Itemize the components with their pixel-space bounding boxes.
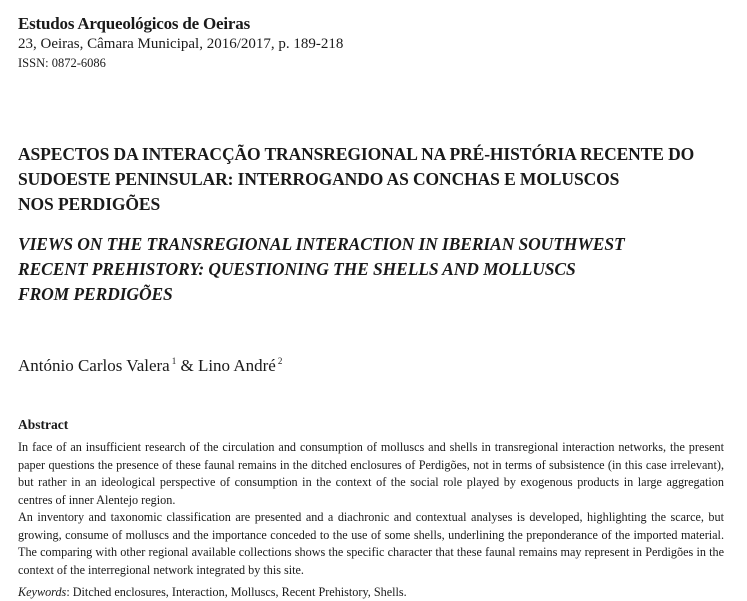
title-portuguese (18, 142, 738, 217)
author-name: António Carlos Valera (18, 356, 170, 375)
author-separator: & (180, 356, 194, 375)
author-name: Lino André (197, 356, 276, 375)
keywords (18, 584, 724, 600)
title-pt-line: SUDOESTE PENINSULAR: INTERROGANDO AS CONCHAS E MOLUSCOS (18, 169, 620, 189)
author-footnote-mark[interactable]: 2 (277, 356, 283, 366)
title-pt-line: ASPECTOS DA INTERACÇÃO TRANSREGIONAL NA PRÉ-HISTÓRIA RECENTE DO (18, 144, 695, 164)
journal-header (18, 14, 343, 71)
title-en-line: VIEWS ON THE TRANSREGIONAL INTERACTION IN IBERIAN SOUTHWEST (18, 234, 625, 254)
issn: ISSN: 0872-6086 (18, 56, 106, 70)
abstract-heading: Abstract (18, 417, 69, 432)
keywords-text: : Ditched enclosures, Interaction, Molluscs, Recent Prehistory, Shells. (66, 585, 407, 599)
author-footnote-mark[interactable]: 1 (171, 356, 177, 366)
title-pt-line: NOS PERDIGÕES (18, 194, 161, 214)
title-english (18, 232, 738, 307)
abstract-paragraph: In face of an insufficient research of the circulation and consumption of molluscs and shells in transregional interaction networks, the present paper questions the presence of these faunal remains in the ditched enclosures of Perdigões, not in terms of subsistence (in this case irrelevant), but rather in an ideological perspective of consumption in the context of the social role played by exogenous products in large aggregation centres of inner Alentejo region. (18, 440, 724, 507)
title-en-line: RECENT PREHISTORY: QUESTIONING THE SHELLS AND MOLLUSCS (18, 259, 576, 279)
journal-reference: 23, Oeiras, Câmara Municipal, 2016/2017, p. 189-218 (18, 36, 344, 52)
journal-name: Estudos Arqueológicos de Oeiras (18, 14, 250, 33)
title-en-line: FROM PERDIGÕES (18, 284, 173, 304)
keywords-label: Keywords (18, 585, 67, 599)
abstract-paragraph: An inventory and taxonomic classification are presented and a diachronic and contextual analyses is developed, highlighting the scarce, but growing, consume of molluscs and the importance conceded to the use of some shells, underlining the preponderance of the imported material. The comparing with other regional available collections shows the specific character that these faunal remains may represent in Perdigões in the context of the interregional network integrated by this site. (18, 510, 724, 577)
author-list (18, 350, 282, 377)
abstract-body (18, 439, 724, 579)
